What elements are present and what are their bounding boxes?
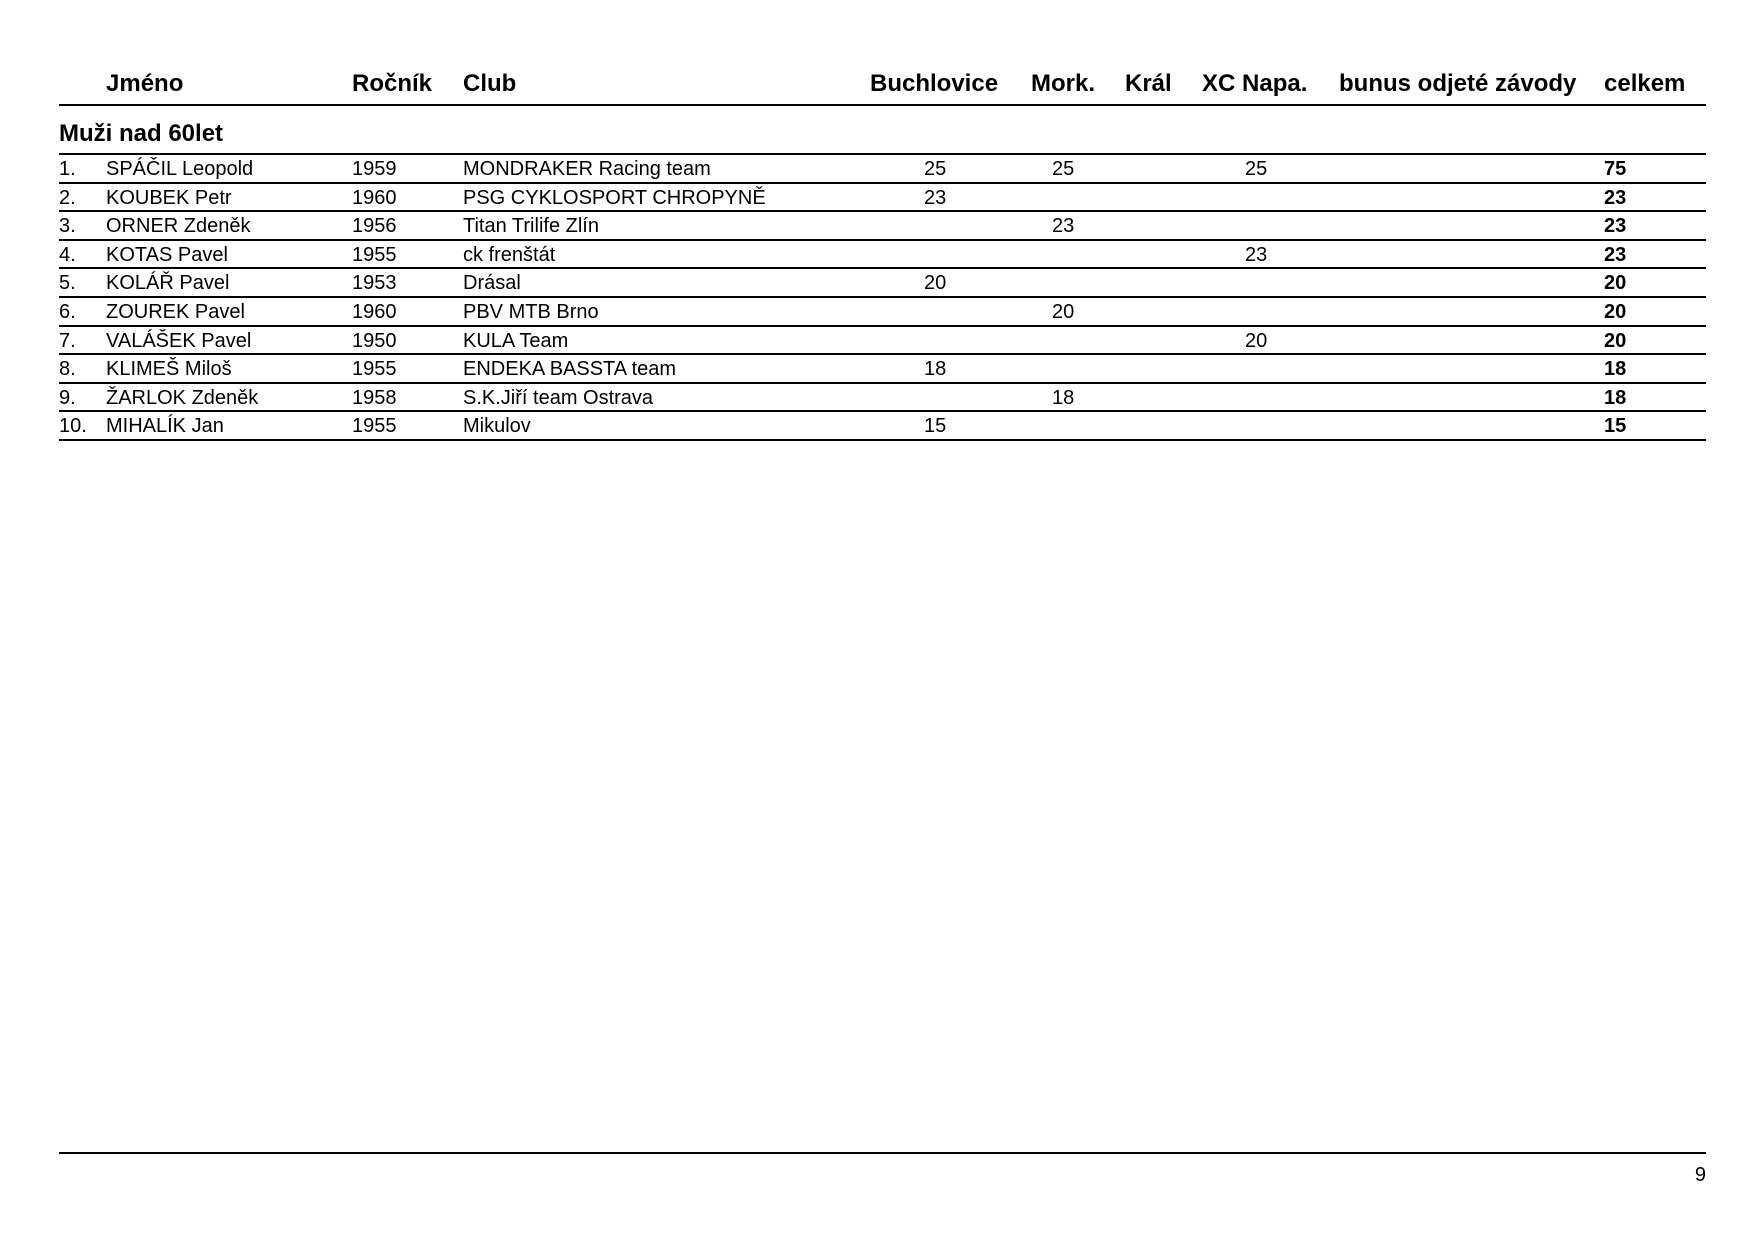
table-row <box>59 384 1706 413</box>
cell-name: ZOUREK Pavel <box>106 300 245 323</box>
cell-name: ORNER Zdeněk <box>106 215 251 238</box>
cell-xc-napa: 23 <box>1245 243 1268 266</box>
cell-year: 1955 <box>352 415 397 438</box>
cell-club: MONDRAKER Racing team <box>463 158 711 180</box>
cell-mork: 18 <box>1052 386 1075 409</box>
header-xc-napa: XC Napa. <box>1202 70 1308 97</box>
cell-rank: 1. <box>59 158 76 180</box>
header-year: Ročník <box>352 70 433 97</box>
page-number: 9 <box>1694 1164 1706 1186</box>
cell-total: 15 <box>1604 415 1627 438</box>
results-table <box>59 155 1706 441</box>
results-page <box>59 0 1706 1241</box>
cell-club: Titan Trilife Zlín <box>463 215 599 238</box>
cell-rank: 2. <box>59 186 76 209</box>
cell-total: 18 <box>1604 358 1627 381</box>
cell-year: 1956 <box>352 215 397 238</box>
cell-year: 1960 <box>352 300 397 323</box>
cell-club: PSG CYKLOSPORT CHROPYNĚ <box>463 186 766 209</box>
cell-total: 18 <box>1604 386 1627 409</box>
table-row <box>59 184 1706 213</box>
cell-total: 23 <box>1604 243 1627 266</box>
cell-year: 1960 <box>352 186 397 209</box>
cell-club: KULA Team <box>463 329 569 352</box>
cell-buchlovice: 18 <box>924 358 947 381</box>
cell-name: SPÁČIL Leopold <box>106 158 254 180</box>
cell-xc-napa: 20 <box>1245 329 1268 352</box>
cell-buchlovice: 25 <box>924 158 947 180</box>
cell-buchlovice: 23 <box>924 186 947 209</box>
cell-total: 20 <box>1604 329 1627 352</box>
header-club: Club <box>463 70 517 97</box>
cell-buchlovice: 15 <box>924 415 947 438</box>
cell-year: 1950 <box>352 329 397 352</box>
cell-xc-napa: 25 <box>1245 158 1268 180</box>
cell-name: VALÁŠEK Pavel <box>106 329 252 352</box>
cell-total: 23 <box>1604 215 1627 238</box>
cell-club: S.K.Jiří team Ostrava <box>463 386 654 409</box>
cell-name: KLIMEŠ Miloš <box>106 358 232 381</box>
cell-year: 1959 <box>352 158 397 180</box>
cell-year: 1958 <box>352 386 397 409</box>
cell-rank: 8. <box>59 358 76 381</box>
table-row <box>59 155 1706 184</box>
cell-club: PBV MTB Brno <box>463 300 599 323</box>
cell-year: 1955 <box>352 243 397 266</box>
cell-rank: 3. <box>59 215 76 238</box>
table-row <box>59 298 1706 327</box>
table-row <box>59 327 1706 356</box>
table-row <box>59 355 1706 384</box>
cell-rank: 5. <box>59 272 76 295</box>
header-kral: Král <box>1125 70 1172 97</box>
cell-mork: 20 <box>1052 300 1075 323</box>
table-row <box>59 241 1706 270</box>
cell-name: MIHALÍK Jan <box>106 415 224 438</box>
cell-rank: 6. <box>59 300 76 323</box>
table-header <box>59 64 1706 106</box>
table-row <box>59 269 1706 298</box>
cell-club: Drásal <box>463 272 521 295</box>
category-title: Muži nad 60let <box>59 120 224 147</box>
table-row <box>59 412 1706 441</box>
cell-total: 20 <box>1604 300 1627 323</box>
cell-mork: 23 <box>1052 215 1075 238</box>
cell-name: KOTAS Pavel <box>106 243 228 266</box>
cell-name: ŽARLOK Zdeněk <box>106 386 259 409</box>
cell-club: ENDEKA BASSTA team <box>463 358 677 381</box>
cell-total: 75 <box>1604 158 1627 180</box>
table-row <box>59 212 1706 241</box>
header-bonus: bunus odjeté závody <box>1339 70 1577 97</box>
cell-mork: 25 <box>1052 158 1075 180</box>
cell-club: ck frenštát <box>463 243 556 266</box>
header-name: Jméno <box>106 70 184 97</box>
cell-club: Mikulov <box>463 415 531 438</box>
cell-rank: 10. <box>59 415 87 438</box>
cell-year: 1955 <box>352 358 397 381</box>
footer-divider <box>59 1152 1706 1154</box>
cell-rank: 9. <box>59 386 76 409</box>
cell-total: 23 <box>1604 186 1627 209</box>
header-buchlovice: Buchlovice <box>870 70 999 97</box>
cell-year: 1953 <box>352 272 397 295</box>
cell-rank: 7. <box>59 329 76 352</box>
cell-name: KOUBEK Petr <box>106 186 232 209</box>
cell-total: 20 <box>1604 272 1627 295</box>
cell-buchlovice: 20 <box>924 272 947 295</box>
header-mork: Mork. <box>1031 70 1096 97</box>
header-total: celkem <box>1604 70 1686 97</box>
cell-rank: 4. <box>59 243 76 266</box>
cell-name: KOLÁŘ Pavel <box>106 272 230 295</box>
